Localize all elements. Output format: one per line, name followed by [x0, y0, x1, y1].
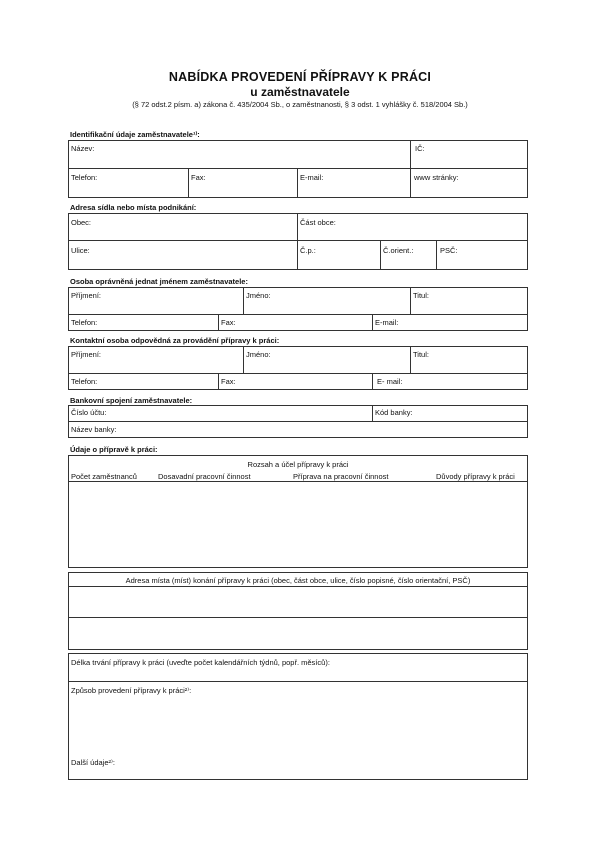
col-priprava-cinnost: Příprava na pracovní činnost	[293, 472, 389, 481]
divider	[218, 314, 219, 331]
col-pocet-zamestnancu: Počet zaměstnanců	[71, 472, 137, 481]
label-jmeno[interactable]: Jméno:	[246, 350, 271, 359]
label-jmeno[interactable]: Jméno:	[246, 291, 271, 300]
col-duvody-pripravy: Důvody přípravy k práci	[436, 472, 515, 481]
divider	[68, 421, 528, 422]
divider	[68, 481, 528, 482]
label-fax[interactable]: Fax:	[221, 377, 236, 386]
divider	[410, 168, 411, 198]
label-email[interactable]: E-mail:	[300, 173, 324, 182]
section-contact-person-box	[68, 346, 528, 390]
label-cast-obce[interactable]: Část obce:	[300, 218, 336, 227]
label-dalsi-udaje[interactable]: Další údaje²⁾:	[71, 758, 115, 767]
label-titul[interactable]: Titul:	[413, 350, 429, 359]
section-employer-id-box	[68, 140, 528, 198]
label-titul[interactable]: Titul:	[413, 291, 429, 300]
label-email[interactable]: E- mail:	[377, 377, 403, 386]
label-zpusob-provedeni[interactable]: Způsob provedení přípravy k práci²⁾:	[71, 686, 192, 695]
divider	[188, 168, 189, 198]
divider	[380, 240, 381, 270]
divider	[218, 373, 219, 390]
divider	[372, 314, 373, 331]
form-subtitle: u zaměstnavatele	[250, 85, 350, 99]
scope-entry-area[interactable]	[70, 483, 526, 566]
divider	[410, 140, 411, 168]
divider	[68, 314, 528, 315]
divider	[410, 346, 411, 373]
label-nazev[interactable]: Název:	[71, 144, 95, 153]
label-telefon[interactable]: Telefon:	[71, 377, 98, 386]
label-cp[interactable]: Č.p.:	[300, 246, 316, 255]
divider	[436, 240, 437, 270]
col-dosavadni-cinnost: Dosavadní pracovní činnost	[158, 472, 251, 481]
label-telefon[interactable]: Telefon:	[71, 173, 98, 182]
divider	[243, 346, 244, 373]
legal-reference: (§ 72 odst.2 písm. a) zákona č. 435/2004 Sb., o zaměstnanosti, § 3 odst. 1 vyhlášky č. 518/2004 Sb.)	[132, 100, 468, 109]
label-fax[interactable]: Fax:	[221, 318, 236, 327]
divider	[68, 586, 528, 587]
label-ulice[interactable]: Ulice:	[71, 246, 90, 255]
label-psc[interactable]: PSČ:	[440, 246, 458, 255]
label-prijmeni[interactable]: Příjmení:	[71, 291, 102, 300]
label-fax[interactable]: Fax:	[191, 173, 206, 182]
divider	[410, 287, 411, 314]
divider	[372, 373, 373, 390]
section-authorized-person-heading: Osoba oprávněná jednat jménem zaměstnavatele:	[70, 277, 248, 286]
divider	[68, 681, 528, 682]
label-telefon[interactable]: Telefon:	[71, 318, 98, 327]
location-entry-2[interactable]	[70, 619, 526, 648]
label-obec[interactable]: Obec:	[71, 218, 92, 227]
divider	[372, 405, 373, 421]
form-title: NABÍDKA PROVEDENÍ PŘÍPRAVY K PRÁCI	[168, 70, 432, 84]
label-nazev-banky[interactable]: Název banky:	[71, 425, 117, 434]
divider	[68, 168, 528, 169]
section-contact-person-heading: Kontaktní osoba odpovědná za provádění přípravy k práci:	[70, 336, 280, 345]
section-authorized-person-box	[68, 287, 528, 331]
divider	[68, 617, 528, 618]
label-cislo-uctu[interactable]: Číslo účtu:	[71, 408, 107, 417]
location-title: Adresa místa (míst) konání přípravy k práci (obec, část obce, ulice, číslo popisné, číslo orientační, PSČ)	[125, 576, 471, 585]
label-delka-trvani[interactable]: Délka trvání přípravy k práci (uveďte počet kalendářních týdnů, popř. měsíců):	[71, 658, 330, 667]
scope-title: Rozsah a účel přípravy k práci	[247, 460, 349, 469]
section-address-box	[68, 213, 528, 270]
divider	[243, 287, 244, 314]
label-kod-banky[interactable]: Kód banky:	[375, 408, 413, 417]
section-address-heading: Adresa sídla nebo místa podnikání:	[70, 203, 197, 212]
divider	[68, 373, 528, 374]
section-preparation-heading: Údaje o přípravě k práci:	[70, 445, 158, 454]
label-email[interactable]: E-mail:	[375, 318, 399, 327]
label-ic[interactable]: IČ:	[415, 144, 425, 153]
section-employer-id-heading: Identifikační údaje zaměstnavatele¹⁾:	[70, 130, 200, 139]
divider	[68, 240, 528, 241]
location-entry-1[interactable]	[70, 588, 526, 616]
divider	[297, 168, 298, 198]
label-corient[interactable]: Č.orient.:	[383, 246, 414, 255]
divider	[297, 213, 298, 270]
section-bank-heading: Bankovní spojení zaměstnavatele:	[70, 396, 193, 405]
label-www[interactable]: www stránky:	[414, 173, 459, 182]
details-box	[68, 653, 528, 780]
label-prijmeni[interactable]: Příjmení:	[71, 350, 102, 359]
